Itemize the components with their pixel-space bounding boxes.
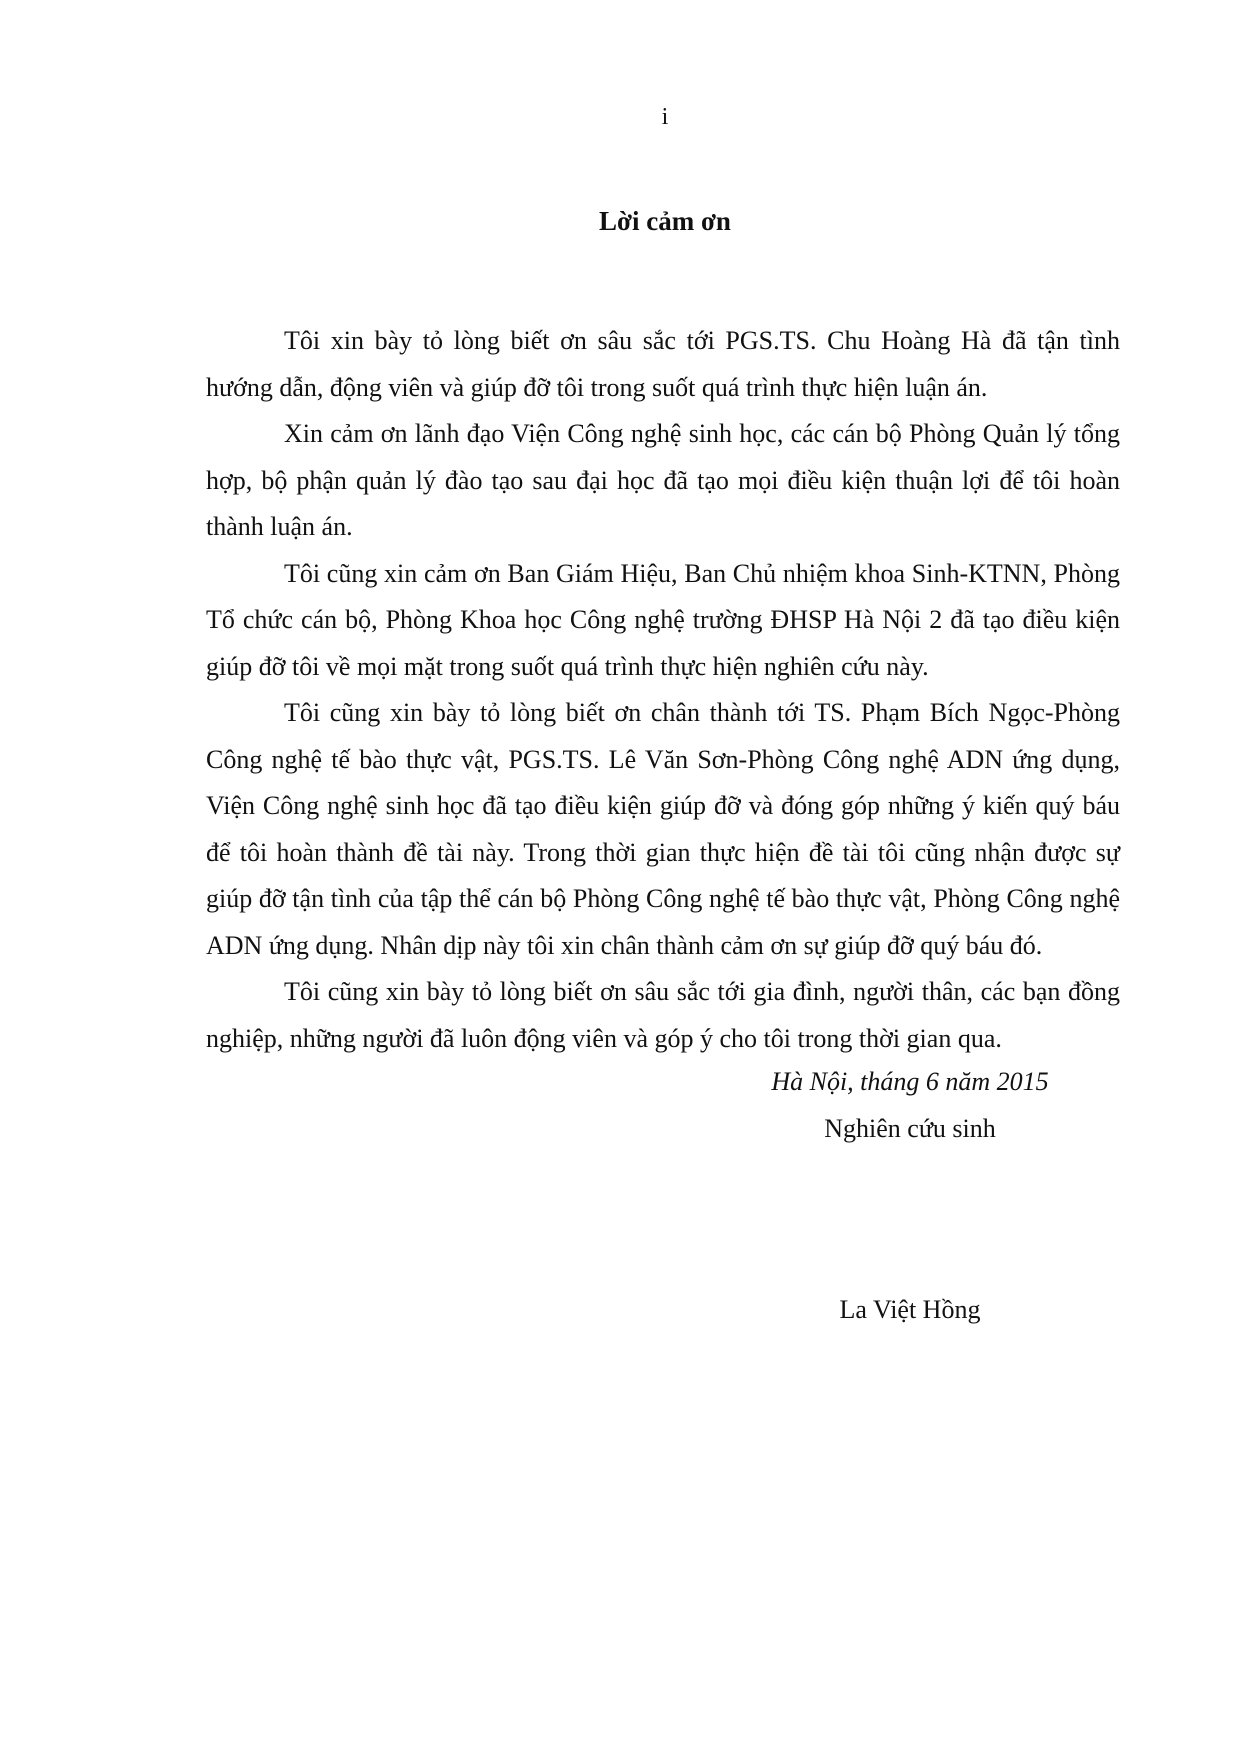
paragraph: Xin cảm ơn lãnh đạo Viện Công nghệ sinh học, các cán bộ Phòng Quản lý tổng hợp, bộ phận quản lý đào tạo sau đại học đã tạo mọi điều kiện thuận lợi để tôi hoàn thành luận án. [206,419,1120,541]
signer-name: La Việt Hồng [839,1295,981,1324]
paragraph: Tôi cũng xin cảm ơn Ban Giám Hiệu, Ban Chủ nhiệm khoa Sinh-KTNN, Phòng Tổ chức cán bộ, Phòng Khoa học Công nghệ trường ĐHSP Hà Nội 2 đã tạo điều kiện giúp đỡ tôi về mọi mặt trong suốt quá trình thực hiện nghiên cứu này. [206,558,1120,681]
page-number: i [661,104,669,130]
paragraph: Tôi cũng xin bày tỏ lòng biết ơn sâu sắc tới gia đình, người thân, các bạn đồng nghiệp, những người đã luôn động viên và góp ý cho tôi trong thời gian qua. [206,977,1120,1053]
place-date: Hà Nội, tháng 6 năm 2015 [771,1067,1049,1096]
paragraph: Tôi cũng xin bày tỏ lòng biết ơn chân thành tới TS. Phạm Bích Ngọc-Phòng Công nghệ tế bào thực vật, PGS.TS. Lê Văn Sơn-Phòng Công nghệ ADN ứng dụng, Viện Công nghệ sinh học đã tạo điều kiện giúp đỡ và đóng góp những ý kiến quý báu để tôi hoàn thành đề tài này. Trong thời gian thực hiện đề tài tôi cũng nhận được sự giúp đỡ tận tình của tập thể cán bộ Phòng Công nghệ tế bào thực vật, Phòng Công nghệ ADN ứng dụng. Nhân dịp này tôi xin chân thành cảm ơn sự giúp đỡ quý báu đó. [206,698,1120,960]
signer-role: Nghiên cứu sinh [824,1114,996,1143]
paragraph: Tôi xin bày tỏ lòng biết ơn sâu sắc tới PGS.TS. Chu Hoàng Hà đã tận tình hướng dẫn, động viên và giúp đỡ tôi trong suốt quá trình thực hiện luận án. [206,326,1120,402]
acknowledgement-body [206,318,1120,1062]
page-title: Lời cảm ơn [599,206,731,236]
